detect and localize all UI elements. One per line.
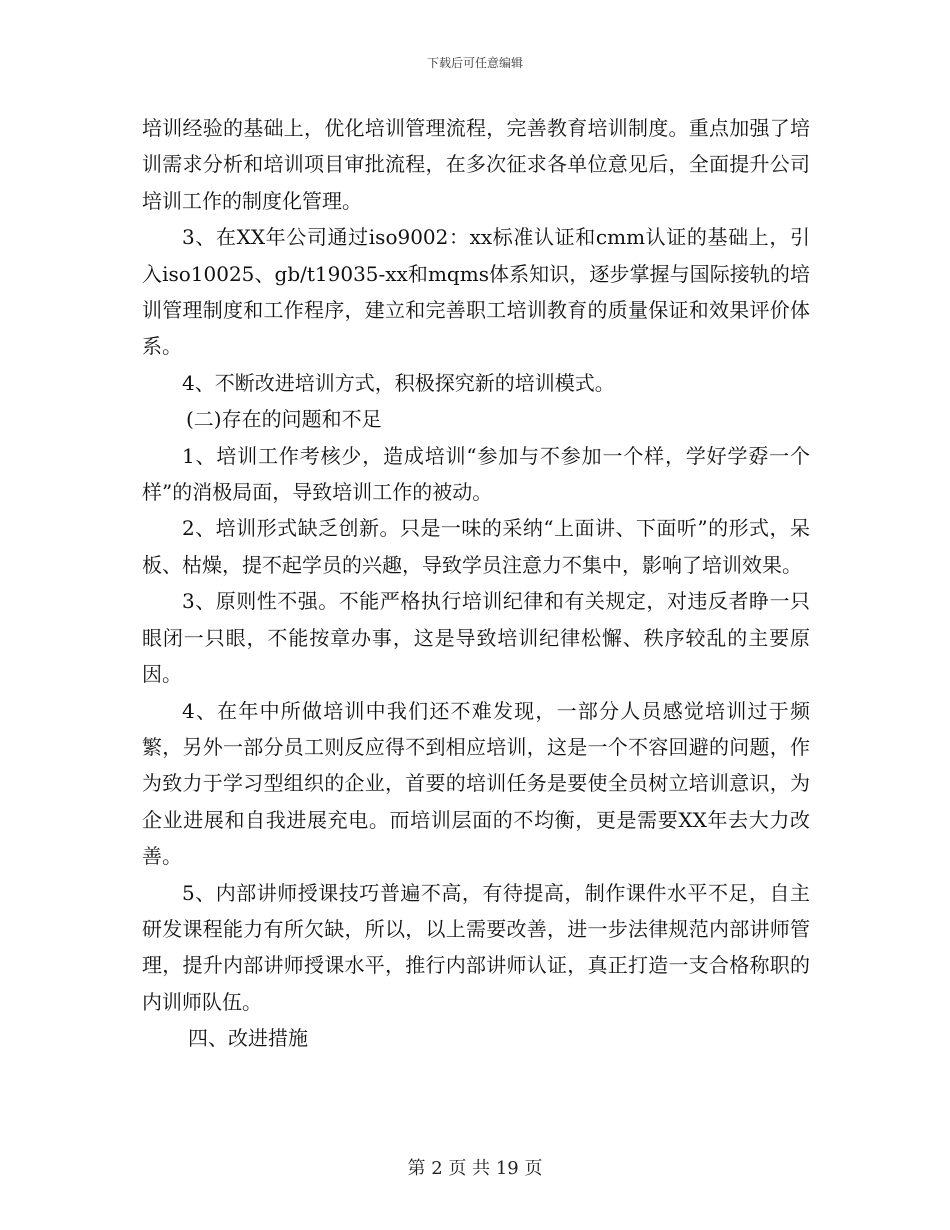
paragraph-problem-5: 5、内部讲师授课技巧普遍不高，有待提高，制作课件水平不足，自主研发课程能力有所欠缺，所以，以上需要改善，进一步法律规范内部讲师管理，提升内部讲师授课水平，推行内部讲师认证，真正打造一支合格称职的内训师队伍。 (142, 880, 810, 1014)
page-header: 下载后可任意编辑 (426, 56, 523, 70)
document-body (142, 110, 810, 1057)
paragraph-problem-3: 3、原则性不强。不能严格执行培训纪律和有关规定，对违反者睁一只眼闭一只眼，不能按章办事，这是导致培训纪律松懈、秩序较乱的主要原因。 (142, 589, 810, 687)
paragraph-problem-4: 4、在年中所做培训中我们还不难发现，一部分人员感觉培训过于频繁，另外一部分员工则反应得不到相应培训，这是一个不容回避的问题，作为致力于学习型组织的企业，首要的培训任务是要使全员树立培训意识，为企业进展和自我进展充电。而培训层面的不均衡，更是需要XX年去大力改善。 (142, 698, 810, 869)
paragraph-item-3-certification: 3、在XX年公司通过iso9002：xx标准认证和cmm认证的基础上，引入iso10025、gb/t19035-xx和mqms体系知识，逐步掌握与国际接轨的培训管理制度和工作程序，建立和完善职工培训教育的质量保证和效果评价体系。 (142, 225, 810, 359)
section-heading-improvements: 四、改进措施 (188, 1026, 308, 1051)
subheading-problems: (二)存在的问题和不足 (186, 407, 382, 432)
paragraph-item-4-training-methods: 4、不断改进培训方式，积极探究新的培训模式。 (182, 370, 615, 395)
page-number-footer: 第 2 页 共 19 页 (407, 1158, 543, 1179)
paragraph-problem-1: 1、培训工作考核少，造成培训“参加与不参加一个样，学好学孬一个样”的消极局面，导致培训工作的被动。 (142, 443, 810, 505)
paragraph-problem-2: 2、培训形式缺乏创新。只是一味的采纳“上面讲、下面听”的形式，呆板、枯燥，提不起学员的兴趣，导致学员注意力不集中，影响了培训效果。 (142, 516, 810, 577)
paragraph-continuation: 培训经验的基础上，优化培训管理流程，完善教育培训制度。重点加强了培训需求分析和培训项目审批流程，在多次征求各单位意见后，全面提升公司培训工作的制度化管理。 (142, 116, 810, 213)
